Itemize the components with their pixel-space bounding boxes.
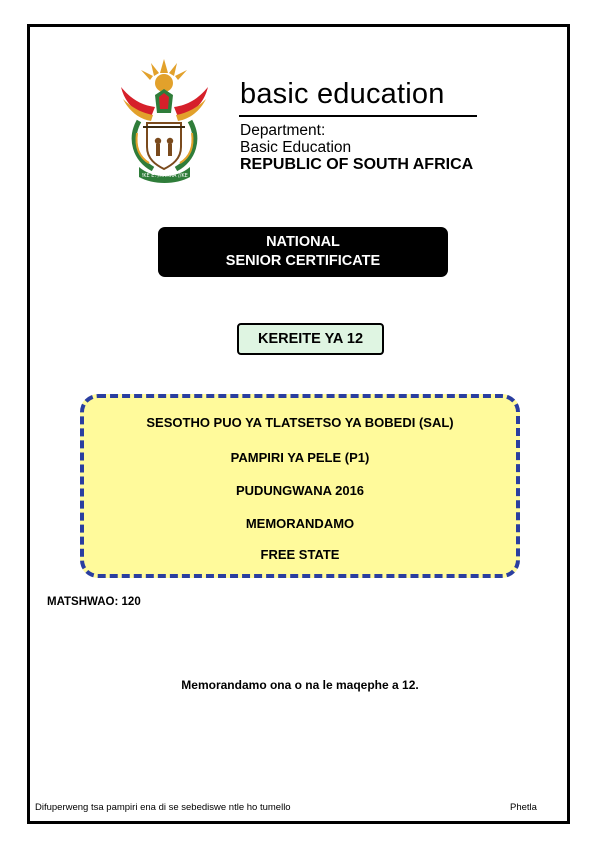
certificate-line2: SENIOR CERTIFICATE [225, 253, 381, 269]
total-marks: MATSHWAO: 120 [47, 596, 141, 608]
brand-title: basic education [240, 78, 445, 110]
turn-over-label: Phetla [510, 802, 537, 813]
certificate-banner [158, 227, 448, 277]
brand-rule [239, 115, 477, 117]
document-type: MEMORANDAMO [245, 516, 355, 531]
copyright-notice: Difuperweng tsa pampiri ena di se sebediswe ntle ho tumello [35, 802, 291, 813]
grade-badge: KEREITE YA 12 [237, 323, 384, 355]
crest-motto: !KE E: /XARRA //KE [141, 173, 188, 179]
coat-of-arms-icon [113, 55, 216, 185]
department-label: Department: [240, 122, 326, 139]
province: FREE STATE [260, 547, 340, 562]
subject-box [80, 394, 520, 578]
department-name: Basic Education [240, 139, 352, 156]
subject-title: SESOTHO PUO YA TLATSETSO YA BOBEDI (SAL) [146, 415, 454, 430]
certificate-line1: NATIONAL [266, 234, 340, 250]
paper-number: PAMPIRI YA PELE (P1) [230, 450, 370, 465]
exam-session: PUDUNGWANA 2016 [235, 483, 365, 498]
country-name: REPUBLIC OF SOUTH AFRICA [240, 156, 474, 173]
page-count-note: Memorandamo ona o na le maqephe a 12. [181, 678, 419, 692]
